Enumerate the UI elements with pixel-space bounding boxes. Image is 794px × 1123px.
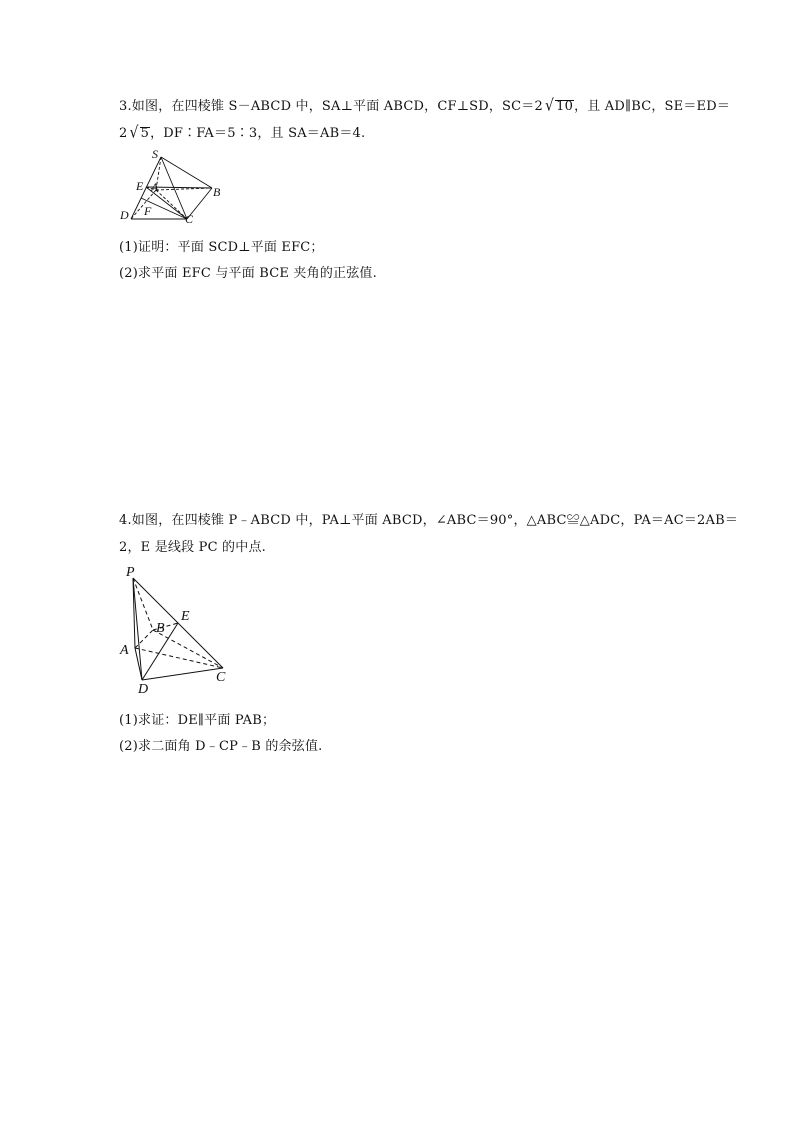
sqrt-sign: √	[544, 96, 555, 116]
sqrt-sign: √	[129, 123, 139, 143]
problem4-statement-line1: 4.如图，在四棱锥 P﹣ABCD 中，PA⊥平面 ABCD，∠ABC＝90°，△ABC≌△ADC，PA＝AC＝2AB＝	[119, 513, 739, 528]
problem4-question1: (1)求证：DE∥平面 PAB；	[119, 713, 276, 728]
problem3-pyramid-figure	[115, 145, 230, 230]
figure3-label-A: A	[151, 180, 159, 194]
problem3-radicand-1: 10	[556, 99, 574, 114]
problem3-text-b: ，且 AD∥BC，SE＝ED＝	[574, 99, 731, 114]
figure4-label-B: B	[156, 621, 165, 636]
figure4-label-A: A	[120, 643, 129, 658]
problem3-radicand-2: 5	[140, 126, 150, 141]
problem3-text-a: 3.如图，在四棱锥 S－ABCD 中，SA⊥平面 ABCD，CF⊥SD，SC＝2	[119, 99, 543, 114]
problem3-text-c: 2	[119, 126, 128, 141]
figure4-label-P: P	[126, 565, 135, 580]
problem3-statement-line2	[119, 122, 365, 141]
figure3-label-D: D	[120, 208, 129, 222]
figure3-label-E: E	[136, 179, 144, 193]
figure4-label-E: E	[181, 609, 190, 624]
figure3-label-B: B	[213, 185, 221, 199]
problem4-question2: (2)求二面角 D﹣CP﹣B 的余弦值.	[119, 739, 323, 754]
figure3-label-C: C	[185, 212, 194, 226]
figure3-label-F: F	[144, 204, 152, 218]
problem3-question2: (2)求平面 EFC 与平面 BCE 夹角的正弦值.	[119, 266, 377, 281]
problem4-statement-line2: 2，E 是线段 PC 的中点.	[119, 540, 266, 555]
figure4-label-C: C	[216, 670, 226, 685]
problem3-text-d: ，DF∶FA＝5∶3，且 SA＝AB＝4.	[150, 126, 366, 141]
problem4-pyramid-figure	[115, 560, 240, 695]
problem3-statement-line1	[119, 95, 730, 114]
figure4-label-D: D	[138, 682, 149, 695]
figure3-label-S: S	[152, 147, 158, 161]
problem3-question1: (1)证明：平面 SCD⊥平面 EFC；	[119, 240, 324, 255]
